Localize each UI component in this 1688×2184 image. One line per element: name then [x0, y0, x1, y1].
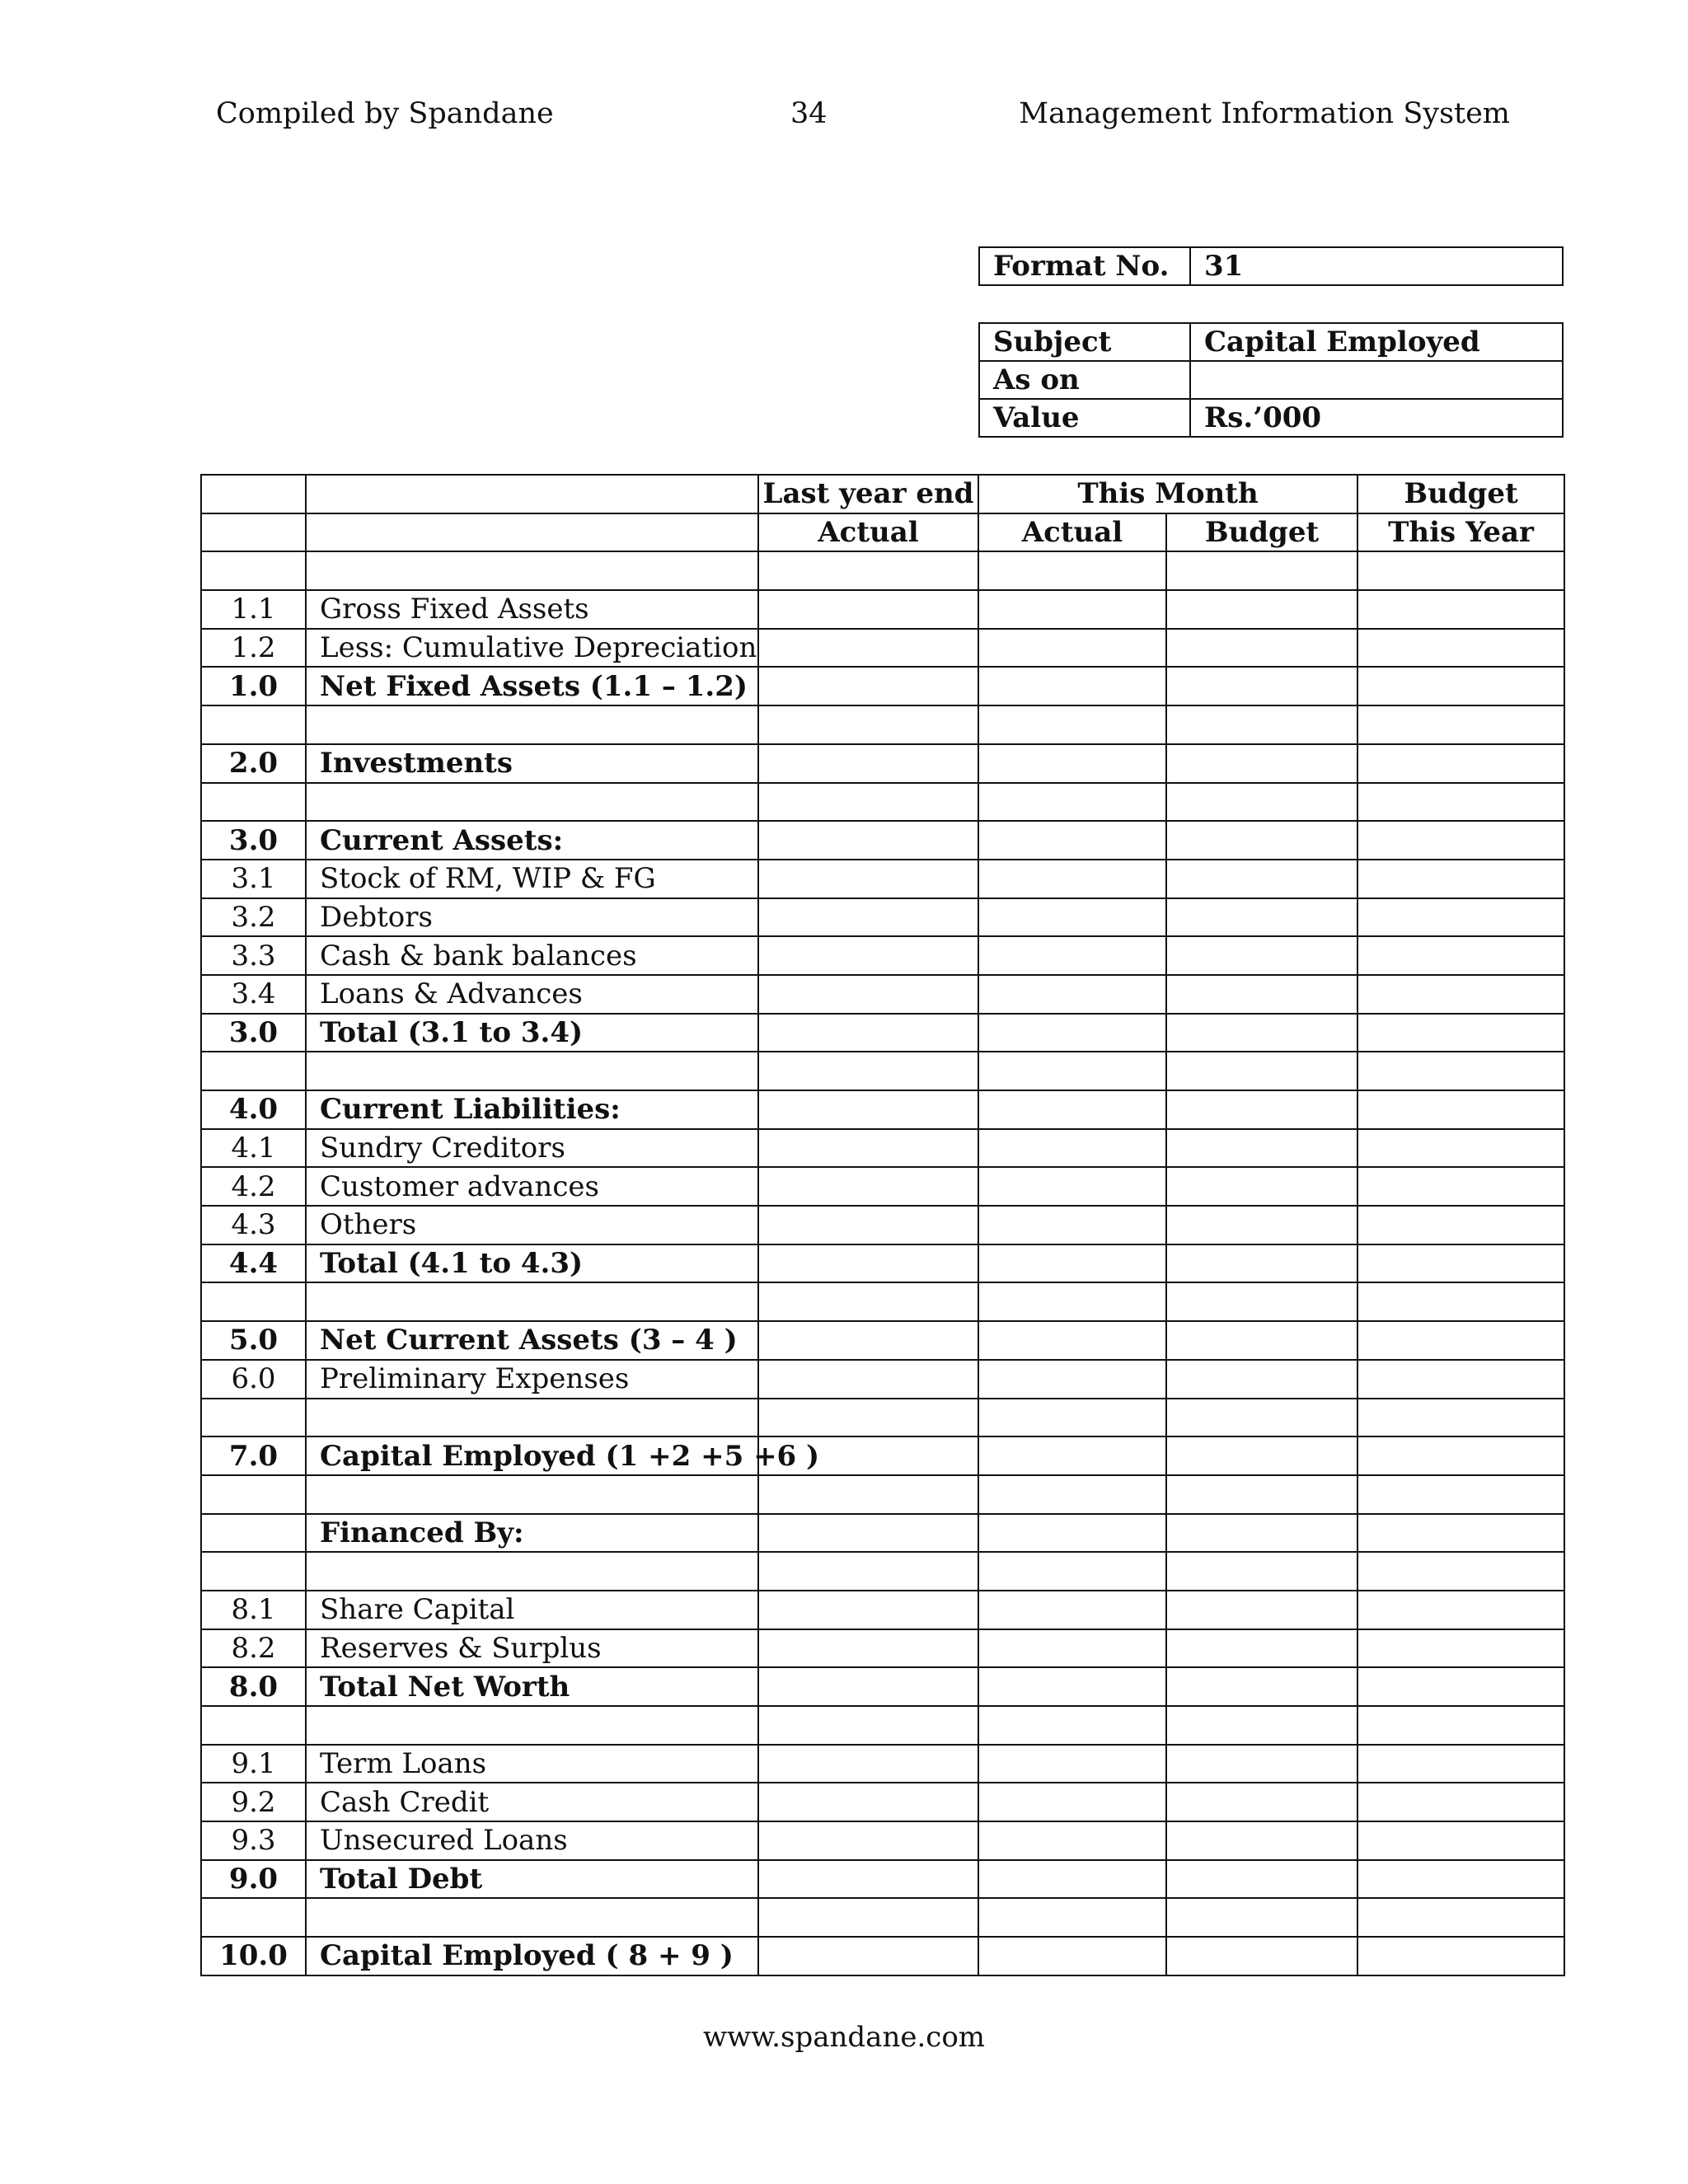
- cell-last-year-actual: [758, 860, 978, 898]
- cell-budget-this-year: [1357, 860, 1564, 898]
- row-number: 9.2: [201, 1783, 306, 1821]
- row-number: [201, 1052, 306, 1090]
- row-description: Net Current Assets (3 – 4 ): [306, 1321, 758, 1360]
- cell-last-year-actual: [758, 1052, 978, 1090]
- row-description: Current Assets:: [306, 821, 758, 860]
- table-row: [201, 936, 1564, 975]
- row-description: Preliminary Expenses: [306, 1360, 758, 1399]
- cell-last-year-actual: [758, 629, 978, 668]
- row-description: Current Liabilities:: [306, 1090, 758, 1129]
- cell-last-year-actual: [758, 1514, 978, 1553]
- header-row-1: [201, 475, 1564, 513]
- subject-label: Subject: [979, 323, 1190, 361]
- cell-last-year-actual: [758, 1706, 978, 1745]
- table-row: [201, 1360, 1564, 1399]
- cell-budget-this-year: [1357, 1898, 1564, 1937]
- cell-this-month-budget: [1166, 1399, 1357, 1437]
- cell-budget-this-year: [1357, 667, 1564, 705]
- cell-this-month-budget: [1166, 936, 1357, 975]
- cell-budget-this-year: [1357, 551, 1564, 590]
- cell-this-month-budget: [1166, 1629, 1357, 1668]
- table-row: [201, 1282, 1564, 1321]
- cell-last-year-actual: [758, 1244, 978, 1283]
- cell-this-month-budget: [1166, 1052, 1357, 1090]
- cell-this-month-actual: [978, 1360, 1166, 1399]
- subject-value: Capital Employed: [1190, 323, 1563, 361]
- cell-this-month-budget: [1166, 860, 1357, 898]
- row-description: Capital Employed (1 +2 +5 +6 ): [306, 1436, 758, 1475]
- cell-this-month-budget: [1166, 1014, 1357, 1052]
- row-description: [306, 551, 758, 590]
- cell-last-year-actual: [758, 1745, 978, 1783]
- cell-budget-this-year: [1357, 705, 1564, 744]
- row-description: Cash & bank balances: [306, 936, 758, 975]
- row-number: 10.0: [201, 1937, 306, 1975]
- cell-this-month-budget: [1166, 1667, 1357, 1706]
- table-header: [201, 475, 1564, 551]
- info-row-subject: [979, 323, 1563, 361]
- row-number: 4.0: [201, 1090, 306, 1129]
- table-row: [201, 1321, 1564, 1360]
- table-row: [201, 1745, 1564, 1783]
- row-number: 5.0: [201, 1321, 306, 1360]
- table-row: [201, 1206, 1564, 1244]
- footer-url: www.spandane.com: [702, 2021, 986, 2054]
- cell-this-month-budget: [1166, 1860, 1357, 1899]
- row-description: [306, 783, 758, 822]
- cell-this-month-budget: [1166, 1898, 1357, 1937]
- row-description: Customer advances: [306, 1167, 758, 1206]
- row-number: 2.0: [201, 744, 306, 783]
- table-row: [201, 1514, 1564, 1553]
- cell-this-month-actual: [978, 1321, 1166, 1360]
- cell-budget-this-year: [1357, 783, 1564, 822]
- row-number: 4.2: [201, 1167, 306, 1206]
- cell-last-year-actual: [758, 1898, 978, 1937]
- row-description: [306, 1052, 758, 1090]
- cell-this-month-actual: [978, 1629, 1166, 1668]
- cell-this-month-actual: [978, 667, 1166, 705]
- cell-this-month-actual: [978, 1937, 1166, 1975]
- cell-this-month-budget: [1166, 1745, 1357, 1783]
- cell-this-month-budget: [1166, 821, 1357, 860]
- row-description: Total (4.1 to 4.3): [306, 1244, 758, 1283]
- cell-this-month-actual: [978, 705, 1166, 744]
- row-description: [306, 1552, 758, 1591]
- cell-last-year-actual: [758, 551, 978, 590]
- row-description: [306, 1706, 758, 1745]
- row-number: 7.0: [201, 1436, 306, 1475]
- table-row: [201, 1667, 1564, 1706]
- row-number: 4.4: [201, 1244, 306, 1283]
- row-number: 3.2: [201, 898, 306, 937]
- cell-this-month-budget: [1166, 783, 1357, 822]
- table-row: [201, 1552, 1564, 1591]
- row-number: 3.3: [201, 936, 306, 975]
- table-row: [201, 1052, 1564, 1090]
- header-this-month: This Month: [978, 475, 1357, 513]
- row-description: Stock of RM, WIP & FG: [306, 860, 758, 898]
- cell-this-month-budget: [1166, 1821, 1357, 1860]
- cell-this-month-budget: [1166, 1436, 1357, 1475]
- table-row: [201, 744, 1564, 783]
- cell-this-month-actual: [978, 1399, 1166, 1437]
- cell-budget-this-year: [1357, 1244, 1564, 1283]
- cell-this-month-actual: [978, 1591, 1166, 1629]
- cell-budget-this-year: [1357, 898, 1564, 937]
- cell-last-year-actual: [758, 1321, 978, 1360]
- table-row: [201, 1898, 1564, 1937]
- cell-budget-this-year: [1357, 1591, 1564, 1629]
- cell-last-year-actual: [758, 1206, 978, 1244]
- cell-budget-this-year: [1357, 975, 1564, 1014]
- cell-last-year-actual: [758, 1014, 978, 1052]
- table-row: [201, 1591, 1564, 1629]
- cell-this-month-actual: [978, 1783, 1166, 1821]
- cell-this-month-budget: [1166, 705, 1357, 744]
- header-compiled-by: Compiled by Spandane: [216, 97, 554, 130]
- subheader-this-month-budget: Budget: [1166, 513, 1357, 552]
- row-description: Gross Fixed Assets: [306, 590, 758, 629]
- cell-last-year-actual: [758, 1129, 978, 1168]
- row-number: 6.0: [201, 1360, 306, 1399]
- cell-this-month-actual: [978, 1667, 1166, 1706]
- cell-this-month-actual: [978, 1129, 1166, 1168]
- row-description: Total Net Worth: [306, 1667, 758, 1706]
- row-number: 8.2: [201, 1629, 306, 1668]
- row-number: [201, 1282, 306, 1321]
- row-number: [201, 1552, 306, 1591]
- subject-info-box: [978, 322, 1564, 438]
- row-number: 4.3: [201, 1206, 306, 1244]
- cell-last-year-actual: [758, 1937, 978, 1975]
- cell-this-month-budget: [1166, 1514, 1357, 1553]
- row-number: 3.4: [201, 975, 306, 1014]
- cell-this-month-budget: [1166, 1206, 1357, 1244]
- row-description: Debtors: [306, 898, 758, 937]
- row-description: Financed By:: [306, 1514, 758, 1553]
- row-description: Others: [306, 1206, 758, 1244]
- cell-this-month-actual: [978, 1167, 1166, 1206]
- row-description: Unsecured Loans: [306, 1821, 758, 1860]
- cell-budget-this-year: [1357, 1475, 1564, 1514]
- row-number: [201, 783, 306, 822]
- table-row: [201, 590, 1564, 629]
- cell-this-month-actual: [978, 551, 1166, 590]
- table-row: [201, 705, 1564, 744]
- row-number: 9.1: [201, 1745, 306, 1783]
- cell-budget-this-year: [1357, 1514, 1564, 1553]
- cell-this-month-actual: [978, 629, 1166, 668]
- row-description: Share Capital: [306, 1591, 758, 1629]
- cell-this-month-budget: [1166, 1282, 1357, 1321]
- cell-last-year-actual: [758, 590, 978, 629]
- header-budget: Budget: [1357, 475, 1564, 513]
- row-description: Cash Credit: [306, 1783, 758, 1821]
- row-number: [201, 1898, 306, 1937]
- table-row: [201, 1937, 1564, 1975]
- row-number: 8.1: [201, 1591, 306, 1629]
- row-number: [201, 1399, 306, 1437]
- table-row: [201, 1167, 1564, 1206]
- cell-last-year-actual: [758, 936, 978, 975]
- cell-this-month-budget: [1166, 1475, 1357, 1514]
- format-number-box: [978, 246, 1564, 286]
- cell-budget-this-year: [1357, 1206, 1564, 1244]
- subheader-budget-this-year: This Year: [1357, 513, 1564, 552]
- page-header: [216, 97, 1510, 138]
- value-label: Value: [979, 399, 1190, 437]
- cell-last-year-actual: [758, 975, 978, 1014]
- table-row: [201, 898, 1564, 937]
- cell-this-month-actual: [978, 975, 1166, 1014]
- row-description: Capital Employed ( 8 + 9 ): [306, 1937, 758, 1975]
- format-value: 31: [1190, 247, 1563, 285]
- row-description: [306, 1282, 758, 1321]
- cell-this-month-budget: [1166, 667, 1357, 705]
- row-number: [201, 1475, 306, 1514]
- row-description: [306, 1399, 758, 1437]
- cell-last-year-actual: [758, 1821, 978, 1860]
- row-number: 9.0: [201, 1860, 306, 1899]
- row-number: 3.0: [201, 1014, 306, 1052]
- cell-this-month-budget: [1166, 590, 1357, 629]
- cell-last-year-actual: [758, 667, 978, 705]
- table-row: [201, 1706, 1564, 1745]
- table-row: [201, 551, 1564, 590]
- table-row: [201, 783, 1564, 822]
- cell-this-month-actual: [978, 1436, 1166, 1475]
- table-row: [201, 1090, 1564, 1129]
- cell-this-month-budget: [1166, 1552, 1357, 1591]
- row-number: [201, 1514, 306, 1553]
- table-row: [201, 1014, 1564, 1052]
- cell-last-year-actual: [758, 1167, 978, 1206]
- cell-this-month-actual: [978, 744, 1166, 783]
- cell-this-month-budget: [1166, 1321, 1357, 1360]
- cell-this-month-actual: [978, 1514, 1166, 1553]
- cell-last-year-actual: [758, 705, 978, 744]
- cell-this-month-budget: [1166, 744, 1357, 783]
- row-description: [306, 1475, 758, 1514]
- cell-this-month-actual: [978, 590, 1166, 629]
- table-row: [201, 1821, 1564, 1860]
- cell-budget-this-year: [1357, 1937, 1564, 1975]
- cell-this-month-budget: [1166, 1167, 1357, 1206]
- table-row: [201, 1475, 1564, 1514]
- header-row-2: [201, 513, 1564, 552]
- table-row: [201, 667, 1564, 705]
- cell-this-month-actual: [978, 898, 1166, 937]
- subheader-last-year-actual: Actual: [758, 513, 978, 552]
- cell-this-month-budget: [1166, 1244, 1357, 1283]
- cell-this-month-actual: [978, 1206, 1166, 1244]
- row-description: Net Fixed Assets (1.1 – 1.2): [306, 667, 758, 705]
- cell-this-month-actual: [978, 1052, 1166, 1090]
- cell-budget-this-year: [1357, 1860, 1564, 1899]
- cell-budget-this-year: [1357, 1821, 1564, 1860]
- row-description: Total Debt: [306, 1860, 758, 1899]
- cell-last-year-actual: [758, 1783, 978, 1821]
- as-on-value: [1190, 361, 1563, 399]
- cell-this-month-budget: [1166, 1129, 1357, 1168]
- cell-budget-this-year: [1357, 1436, 1564, 1475]
- cell-budget-this-year: [1357, 1783, 1564, 1821]
- capital-employed-table: [200, 474, 1565, 1976]
- cell-this-month-actual: [978, 1475, 1166, 1514]
- cell-budget-this-year: [1357, 1167, 1564, 1206]
- cell-last-year-actual: [758, 1090, 978, 1129]
- table-row: [201, 629, 1564, 668]
- row-description: Less: Cumulative Depreciation: [306, 629, 758, 668]
- cell-last-year-actual: [758, 1399, 978, 1437]
- row-description: Loans & Advances: [306, 975, 758, 1014]
- cell-this-month-actual: [978, 936, 1166, 975]
- header-document-title: Management Information System: [1019, 97, 1510, 130]
- row-description: Sundry Creditors: [306, 1129, 758, 1168]
- as-on-label: As on: [979, 361, 1190, 399]
- row-number: [201, 551, 306, 590]
- cell-budget-this-year: [1357, 1090, 1564, 1129]
- cell-budget-this-year: [1357, 590, 1564, 629]
- table-row: [201, 1629, 1564, 1668]
- cell-this-month-budget: [1166, 975, 1357, 1014]
- cell-this-month-actual: [978, 1706, 1166, 1745]
- cell-this-month-actual: [978, 783, 1166, 822]
- table-row: [201, 1783, 1564, 1821]
- info-row-as-on: [979, 361, 1563, 399]
- cell-last-year-actual: [758, 1475, 978, 1514]
- row-number: 1.2: [201, 629, 306, 668]
- row-number: 8.0: [201, 1667, 306, 1706]
- subheader-cell-no: [201, 513, 306, 552]
- cell-budget-this-year: [1357, 1706, 1564, 1745]
- row-description: Term Loans: [306, 1745, 758, 1783]
- cell-budget-this-year: [1357, 629, 1564, 668]
- cell-this-month-actual: [978, 860, 1166, 898]
- info-row-value: [979, 399, 1563, 437]
- row-number: [201, 1706, 306, 1745]
- cell-this-month-budget: [1166, 1360, 1357, 1399]
- table-row: [201, 975, 1564, 1014]
- row-description: Total (3.1 to 3.4): [306, 1014, 758, 1052]
- cell-this-month-budget: [1166, 1937, 1357, 1975]
- cell-budget-this-year: [1357, 821, 1564, 860]
- cell-budget-this-year: [1357, 1129, 1564, 1168]
- table-row: [201, 1399, 1564, 1437]
- cell-last-year-actual: [758, 1360, 978, 1399]
- cell-this-month-budget: [1166, 1783, 1357, 1821]
- table-row: [201, 821, 1564, 860]
- cell-last-year-actual: [758, 1667, 978, 1706]
- table-row: [201, 860, 1564, 898]
- header-cell-no: [201, 475, 306, 513]
- cell-this-month-actual: [978, 1745, 1166, 1783]
- cell-budget-this-year: [1357, 1552, 1564, 1591]
- row-description: Investments: [306, 744, 758, 783]
- cell-last-year-actual: [758, 1591, 978, 1629]
- cell-last-year-actual: [758, 1629, 978, 1668]
- row-number: 3.0: [201, 821, 306, 860]
- cell-last-year-actual: [758, 821, 978, 860]
- subheader-this-month-actual: Actual: [978, 513, 1166, 552]
- cell-this-month-actual: [978, 1821, 1166, 1860]
- cell-this-month-actual: [978, 1860, 1166, 1899]
- cell-last-year-actual: [758, 898, 978, 937]
- cell-this-month-actual: [978, 1282, 1166, 1321]
- cell-budget-this-year: [1357, 1629, 1564, 1668]
- cell-budget-this-year: [1357, 1667, 1564, 1706]
- cell-this-month-actual: [978, 821, 1166, 860]
- row-number: 4.1: [201, 1129, 306, 1168]
- cell-last-year-actual: [758, 1860, 978, 1899]
- format-row: [979, 247, 1563, 285]
- cell-budget-this-year: [1357, 744, 1564, 783]
- format-label: Format No.: [979, 247, 1190, 285]
- subheader-cell-desc: [306, 513, 758, 552]
- row-number: 3.1: [201, 860, 306, 898]
- row-description: [306, 1898, 758, 1937]
- row-number: 1.0: [201, 667, 306, 705]
- cell-last-year-actual: [758, 783, 978, 822]
- cell-budget-this-year: [1357, 1014, 1564, 1052]
- row-number: [201, 705, 306, 744]
- cell-this-month-budget: [1166, 1706, 1357, 1745]
- cell-budget-this-year: [1357, 936, 1564, 975]
- cell-this-month-budget: [1166, 1090, 1357, 1129]
- cell-this-month-actual: [978, 1014, 1166, 1052]
- cell-this-month-budget: [1166, 629, 1357, 668]
- cell-last-year-actual: [758, 1282, 978, 1321]
- cell-budget-this-year: [1357, 1745, 1564, 1783]
- cell-this-month-budget: [1166, 551, 1357, 590]
- row-number: 1.1: [201, 590, 306, 629]
- header-cell-desc: [306, 475, 758, 513]
- cell-this-month-actual: [978, 1552, 1166, 1591]
- cell-this-month-actual: [978, 1090, 1166, 1129]
- cell-budget-this-year: [1357, 1052, 1564, 1090]
- cell-this-month-budget: [1166, 898, 1357, 937]
- cell-budget-this-year: [1357, 1282, 1564, 1321]
- table-row: [201, 1436, 1564, 1475]
- row-description: Reserves & Surplus: [306, 1629, 758, 1668]
- table-row: [201, 1244, 1564, 1283]
- cell-this-month-actual: [978, 1244, 1166, 1283]
- value-unit: Rs.’000: [1190, 399, 1563, 437]
- cell-last-year-actual: [758, 1552, 978, 1591]
- table-row: [201, 1129, 1564, 1168]
- cell-this-month-actual: [978, 1898, 1166, 1937]
- cell-last-year-actual: [758, 744, 978, 783]
- cell-budget-this-year: [1357, 1360, 1564, 1399]
- cell-budget-this-year: [1357, 1399, 1564, 1437]
- row-description: [306, 705, 758, 744]
- header-page-number: 34: [790, 97, 828, 130]
- table-body: [201, 551, 1564, 1975]
- cell-this-month-budget: [1166, 1591, 1357, 1629]
- row-number: 9.3: [201, 1821, 306, 1860]
- table-row: [201, 1860, 1564, 1899]
- header-last-year-end: Last year end: [758, 475, 978, 513]
- cell-budget-this-year: [1357, 1321, 1564, 1360]
